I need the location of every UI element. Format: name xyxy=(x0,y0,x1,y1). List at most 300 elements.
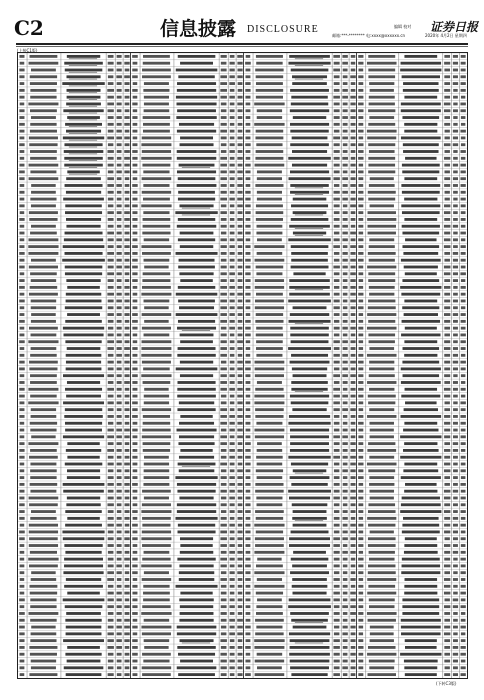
table-cell-text xyxy=(444,238,450,241)
table-cell-text xyxy=(66,626,102,629)
table-cell-text xyxy=(117,225,122,228)
table-cell-text xyxy=(256,150,284,153)
table-cell-text xyxy=(125,327,130,330)
table-cell-text xyxy=(368,143,395,146)
table-cell-text xyxy=(453,347,458,350)
table-cell-text xyxy=(67,592,100,595)
table-cell-text xyxy=(453,109,458,112)
table-cell-text xyxy=(63,198,104,201)
table-cell-text xyxy=(143,55,170,58)
table-cell-text xyxy=(343,75,348,78)
table-cell-text xyxy=(254,123,284,126)
table-cell-text xyxy=(367,354,397,357)
table-cell-text xyxy=(220,300,227,303)
table-cell-text xyxy=(453,510,458,513)
table-cell-text xyxy=(65,266,103,269)
table-cell-text xyxy=(254,524,284,527)
table-cell-text xyxy=(221,218,227,221)
table-cell-text xyxy=(108,225,114,228)
table-cell-text xyxy=(238,585,243,588)
table-cell-text xyxy=(229,551,235,554)
table-cell-text xyxy=(117,150,122,153)
table-cell-text xyxy=(293,592,327,595)
table-cell-text xyxy=(143,62,170,65)
table-cell-text xyxy=(238,646,243,649)
table-cell-text xyxy=(64,238,103,241)
table-cell-text xyxy=(444,109,450,112)
table-cell-text xyxy=(179,578,215,581)
table-cell-text xyxy=(180,340,213,343)
table-cell-text xyxy=(143,89,169,92)
table-cell-text xyxy=(245,170,250,173)
table-cell-text xyxy=(453,225,458,228)
table-cell-text xyxy=(405,327,437,330)
table-cell-text xyxy=(444,286,450,289)
table-cell-text xyxy=(19,143,24,146)
table-cell-text xyxy=(220,96,227,99)
table-cell-text xyxy=(65,422,102,425)
table-cell-text xyxy=(117,395,122,398)
table-cell-text xyxy=(62,259,105,262)
table-cell-text xyxy=(132,272,137,275)
table-cell-text xyxy=(334,347,340,350)
table-cell-text xyxy=(350,259,356,262)
table-cell-text xyxy=(334,123,340,126)
table-cell-text xyxy=(180,449,212,452)
table-cell-text xyxy=(143,225,171,228)
table-cell-text xyxy=(20,157,25,160)
table-cell-text xyxy=(238,334,243,337)
table-cell-text xyxy=(221,191,227,194)
table-cell-text xyxy=(108,537,114,540)
table-cell-text xyxy=(221,103,227,106)
table-cell-text xyxy=(334,564,340,567)
table-cell-text xyxy=(256,96,283,99)
table-cell-text xyxy=(405,157,436,160)
table-cell-text xyxy=(461,632,465,635)
table-cell-text xyxy=(351,564,356,567)
table-cell-text xyxy=(453,463,458,466)
table-cell-text xyxy=(444,150,449,153)
table-cell-text xyxy=(369,476,394,479)
table-cell-text xyxy=(117,388,122,391)
table-cell-text xyxy=(221,456,227,459)
table-cell-text xyxy=(334,334,340,337)
table-cell-text xyxy=(125,130,130,133)
table-cell-text xyxy=(117,69,122,72)
table-cell-text xyxy=(342,367,348,370)
table-cell-text xyxy=(117,381,122,384)
table-cell-text xyxy=(221,109,227,112)
table-cell-text xyxy=(334,232,340,235)
table-cell-text xyxy=(245,463,250,466)
table-cell-text xyxy=(133,96,138,99)
table-cell-text xyxy=(237,619,243,622)
table-cell-text xyxy=(453,62,458,65)
table-cell-text xyxy=(453,252,458,255)
table-cell-text xyxy=(124,537,129,540)
header-rule xyxy=(16,43,468,45)
table-cell-text xyxy=(67,381,100,384)
table-cell-text xyxy=(124,673,129,676)
table-cell-text xyxy=(453,286,457,289)
table-cell-text xyxy=(351,157,356,160)
table-cell-text xyxy=(359,164,364,167)
table-cell-text xyxy=(178,463,216,466)
table-cell-text xyxy=(358,293,363,296)
table-cell-text xyxy=(64,415,103,418)
table-cell-text xyxy=(400,415,441,418)
table-cell-text xyxy=(19,497,24,500)
table-cell-text xyxy=(461,497,466,500)
table-cell-text xyxy=(291,531,329,534)
table-cell-text xyxy=(132,69,137,72)
table-cell-text xyxy=(245,578,250,581)
table-cell-text xyxy=(351,429,356,432)
table-cell-text xyxy=(404,585,437,588)
table-cell-text xyxy=(220,435,227,438)
table-cell-text xyxy=(461,381,465,384)
table-cell-text xyxy=(368,673,396,676)
table-cell-text xyxy=(350,456,356,459)
table-cell-text xyxy=(132,103,137,106)
table-cell-text xyxy=(444,490,451,493)
table-cell-text xyxy=(368,503,395,506)
table-cell-text xyxy=(108,497,114,500)
table-cell-text xyxy=(108,55,114,58)
table-cell-text xyxy=(144,238,169,241)
table-cell-text xyxy=(460,232,465,235)
table-cell-text xyxy=(20,327,25,330)
table-cell-text xyxy=(291,218,329,221)
table-cell-text xyxy=(108,361,114,364)
table-cell-text xyxy=(453,592,458,595)
table-cell-text xyxy=(350,653,355,656)
table-cell-text xyxy=(108,408,114,411)
table-cell-text xyxy=(333,497,339,500)
table-cell-text xyxy=(124,483,129,486)
table-cell-text xyxy=(144,476,170,479)
table-cell-text xyxy=(401,626,441,629)
table-cell-text xyxy=(238,510,243,513)
table-cell-text xyxy=(460,483,465,486)
table-cell-text xyxy=(256,531,283,534)
table-cell-text xyxy=(291,266,329,269)
table-cell-text xyxy=(142,558,170,561)
table-cell-text xyxy=(237,238,243,241)
table-cell-text xyxy=(246,238,251,241)
table-cell-text xyxy=(368,300,395,303)
table-cell-text xyxy=(254,585,284,588)
table-cell-text xyxy=(453,123,457,126)
table-cell-text xyxy=(19,69,24,72)
table-cell-text xyxy=(367,136,396,139)
table-cell-text xyxy=(453,327,458,330)
table-cell-text xyxy=(66,103,101,106)
table-cell-text xyxy=(453,578,458,581)
table-cell-text xyxy=(343,476,348,479)
table-cell-text xyxy=(63,401,104,404)
table-cell-text xyxy=(368,252,396,255)
table-cell-text xyxy=(453,272,458,275)
table-cell-text xyxy=(133,490,138,493)
table-cell-text xyxy=(358,564,363,567)
table-cell-text xyxy=(358,109,363,112)
table-cell-text xyxy=(461,537,466,540)
table-cell-text xyxy=(144,300,170,303)
table-cell-text xyxy=(359,592,364,595)
table-cell-text xyxy=(125,469,130,472)
table-cell-text xyxy=(288,456,330,459)
table-cell-text xyxy=(358,367,363,370)
table-cell-text xyxy=(30,55,58,58)
table-cell-text xyxy=(221,476,227,479)
table-cell-text xyxy=(358,327,363,330)
table-cell-text xyxy=(230,184,235,187)
table-cell-text xyxy=(453,503,458,506)
table-cell-text xyxy=(229,388,235,391)
table-cell-text xyxy=(290,327,329,330)
table-cell-text xyxy=(401,293,440,296)
table-cell-text xyxy=(230,367,235,370)
table-cell-text xyxy=(30,354,57,357)
table-cell-text xyxy=(342,354,348,357)
table-cell-text xyxy=(133,300,138,303)
table-cell-text xyxy=(350,177,355,180)
table-cell-text xyxy=(20,347,25,350)
table-cell-text xyxy=(30,272,57,275)
table-cell-text xyxy=(256,89,283,92)
table-cell-text xyxy=(444,293,450,296)
table-cell-text xyxy=(31,116,56,119)
table-cell-text xyxy=(358,537,363,540)
table-cell-text xyxy=(107,184,114,187)
table-cell-text xyxy=(367,327,397,330)
table-cell-text xyxy=(230,157,235,160)
table-cell-text xyxy=(107,483,113,486)
table-cell-text xyxy=(461,503,466,506)
table-cell-text xyxy=(176,116,216,119)
table-cell-text xyxy=(132,660,137,663)
table-cell-text xyxy=(405,483,437,486)
table-cell-text xyxy=(461,245,466,248)
table-cell-text xyxy=(351,170,356,173)
table-cell-text xyxy=(359,347,364,350)
table-cell-text xyxy=(350,537,355,540)
table-cell-text xyxy=(142,177,172,180)
table-cell-text xyxy=(20,585,25,588)
table-cell-text xyxy=(108,422,113,425)
table-cell-text xyxy=(245,136,250,139)
table-cell-text xyxy=(69,126,97,127)
table-cell-text xyxy=(29,564,58,567)
table-cell-text xyxy=(460,653,465,656)
table-cell-text xyxy=(69,160,97,161)
table-cell-text xyxy=(404,340,437,343)
table-cell-text xyxy=(343,578,348,581)
table-cell-text xyxy=(369,340,395,343)
table-cell-text xyxy=(108,164,114,167)
table-cell-text xyxy=(221,334,227,337)
table-cell-text xyxy=(370,177,394,180)
table-cell-text xyxy=(290,170,329,173)
table-cell-text xyxy=(221,619,227,622)
table-cell-text xyxy=(295,215,323,216)
table-cell-text xyxy=(237,170,242,173)
table-cell-text xyxy=(31,225,56,228)
table-cell-text xyxy=(230,381,235,384)
table-cell-text xyxy=(143,598,170,601)
table-cell-text xyxy=(444,544,450,547)
table-cell-text xyxy=(62,82,104,85)
table-cell-text xyxy=(254,401,284,404)
table-cell-text xyxy=(69,167,97,168)
table-cell-text xyxy=(108,673,114,676)
table-cell-text xyxy=(343,388,348,391)
table-cell-text xyxy=(20,558,25,561)
table-cell-text xyxy=(461,517,466,520)
table-cell-text xyxy=(65,388,102,391)
table-cell-text xyxy=(29,544,58,547)
table-cell-text xyxy=(20,435,25,438)
table-cell-text xyxy=(334,626,339,629)
table-cell-text xyxy=(461,571,466,574)
table-cell-text xyxy=(221,632,227,635)
table-cell-text xyxy=(124,211,130,214)
table-cell-text xyxy=(334,130,340,133)
table-cell-text xyxy=(444,531,450,534)
table-cell-text xyxy=(19,89,24,92)
table-cell-text xyxy=(343,456,348,459)
table-cell-text xyxy=(245,75,250,78)
table-cell-text xyxy=(342,177,348,180)
table-cell-text xyxy=(20,551,25,554)
table-cell-text xyxy=(256,55,283,58)
table-cell-text xyxy=(28,238,58,241)
table-cell-text xyxy=(369,361,394,364)
table-cell-text xyxy=(220,245,226,248)
table-cell-text xyxy=(404,300,437,303)
table-cell-text xyxy=(368,564,395,567)
table-cell-text xyxy=(117,673,122,676)
table-cell-text xyxy=(230,164,235,167)
table-cell-text xyxy=(144,401,169,404)
table-cell-text xyxy=(358,422,363,425)
table-cell-text xyxy=(237,184,242,187)
table-cell-text xyxy=(453,429,458,432)
table-cell-text xyxy=(333,646,339,649)
table-cell-text xyxy=(358,429,363,432)
table-cell-text xyxy=(20,211,25,214)
table-cell-text xyxy=(343,245,348,248)
table-cell-text xyxy=(254,639,284,642)
table-cell-text xyxy=(359,232,364,235)
table-cell-text xyxy=(453,266,458,269)
table-cell-text xyxy=(19,96,24,99)
table-cell-text xyxy=(107,449,114,452)
table-cell-text xyxy=(334,612,340,615)
table-cell-text xyxy=(359,626,364,629)
table-cell-text xyxy=(350,666,355,669)
table-cell-text xyxy=(245,252,250,255)
table-cell-text xyxy=(144,497,169,500)
table-cell-text xyxy=(132,605,137,608)
table-cell-text xyxy=(246,639,251,642)
table-cell-text xyxy=(237,571,243,574)
table-cell-text xyxy=(444,320,450,323)
table-cell-text xyxy=(31,69,56,72)
table-cell-text xyxy=(108,123,114,126)
table-cell-text xyxy=(108,619,114,622)
table-cell-text xyxy=(350,626,355,629)
table-cell-text xyxy=(141,374,171,377)
table-cell-text xyxy=(256,232,282,235)
table-cell-text xyxy=(220,415,227,418)
table-cell-text xyxy=(245,510,250,513)
table-cell-text xyxy=(368,442,395,445)
table-cell-text xyxy=(237,388,242,391)
table-cell-text xyxy=(245,673,251,676)
table-cell-text xyxy=(350,361,356,364)
table-cell-text xyxy=(67,116,100,119)
table-cell-text xyxy=(30,585,58,588)
table-cell-text xyxy=(342,191,348,194)
table-cell-text xyxy=(230,347,235,350)
table-cell-text xyxy=(343,143,348,146)
table-cell-text xyxy=(117,103,122,106)
table-cell-text xyxy=(289,653,330,656)
table-cell-text xyxy=(237,476,242,479)
table-cell-text xyxy=(343,598,348,601)
table-cell-text xyxy=(132,116,137,119)
table-cell-text xyxy=(141,510,171,513)
table-cell-text xyxy=(177,170,216,173)
table-cell-text xyxy=(291,354,328,357)
table-cell-text xyxy=(343,306,348,309)
table-cell-text xyxy=(117,204,122,207)
table-cell-text xyxy=(255,306,284,309)
table-cell-text xyxy=(230,136,235,139)
table-cell-text xyxy=(107,103,114,106)
table-cell-text xyxy=(453,361,458,364)
table-cell-text xyxy=(229,666,234,669)
table-cell-text xyxy=(221,143,227,146)
table-cell-text xyxy=(69,153,97,154)
table-cell-text xyxy=(402,211,440,214)
table-cell-text xyxy=(144,266,168,269)
table-cell-text xyxy=(291,483,327,486)
table-cell-text xyxy=(350,463,355,466)
table-cell-text xyxy=(245,198,250,201)
table-cell-text xyxy=(20,544,25,547)
table-cell-text xyxy=(350,109,355,112)
table-cell-text xyxy=(358,252,363,255)
table-cell-text xyxy=(402,361,439,364)
table-cell-text xyxy=(124,334,129,337)
table-cell-text xyxy=(401,367,441,370)
table-cell-text xyxy=(180,639,214,642)
table-cell-text xyxy=(350,245,356,248)
table-cell-text xyxy=(133,361,138,364)
table-cell-text xyxy=(30,639,56,642)
table-cell-text xyxy=(143,198,170,201)
table-cell-text xyxy=(238,245,243,248)
table-cell-text xyxy=(125,531,130,534)
table-cell-text xyxy=(230,334,235,337)
table-cell-text xyxy=(178,286,215,289)
table-cell-text xyxy=(358,334,363,337)
table-cell-text xyxy=(133,666,138,669)
